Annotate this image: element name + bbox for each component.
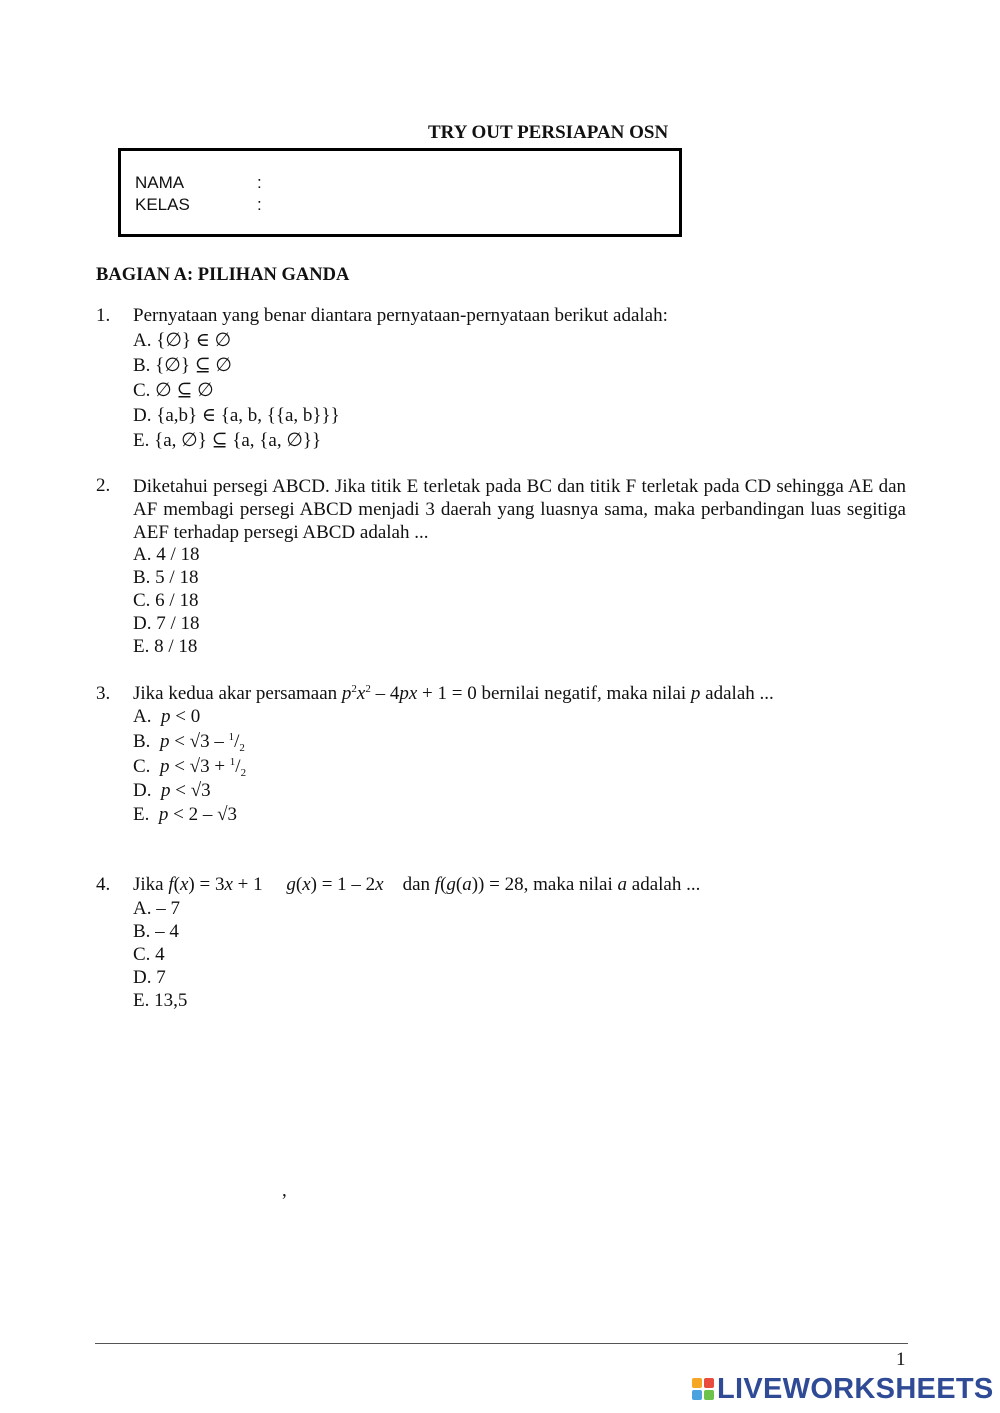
question-text: Jika f(x) = 3x + 1 g(x) = 1 – 2x dan f(g(a)) = 28, maka nilai a adalah ... bbox=[133, 874, 701, 895]
logo-square bbox=[704, 1390, 714, 1400]
liveworksheets-brand[interactable] bbox=[692, 1372, 994, 1406]
class-label: KELAS bbox=[135, 195, 190, 214]
answer-option-d: D. {a,b} ∈ {a, b, {{a, b}}} bbox=[133, 405, 340, 426]
question-text: Jika kedua akar persamaan $p^2x^2 - 4px + 1 = 0$ bernilai negatif, maka nilai p adalah ... bbox=[133, 683, 774, 704]
answer-option-a: A. {∅} ∈ ∅ bbox=[133, 330, 232, 351]
liveworksheets-logo-icon bbox=[692, 1378, 714, 1400]
answer-option-e: E. 13,5 bbox=[133, 990, 188, 1011]
section-title: BAGIAN A: PILIHAN GANDA bbox=[96, 265, 350, 285]
answer-option-e: E. {a, ∅} ⊆ {a, {a, ∅}} bbox=[133, 430, 322, 451]
answer-option-c: C. ∅ ⊆ ∅ bbox=[133, 380, 214, 401]
brand-name: LIVEWORKSHEETS bbox=[717, 1372, 994, 1405]
footer-divider bbox=[95, 1343, 908, 1344]
logo-square bbox=[692, 1378, 702, 1388]
answer-option-d: D. 7 bbox=[133, 967, 166, 988]
answer-option-a: A. p < 0 bbox=[133, 706, 201, 727]
question-text: Diketahui persegi ABCD. Jika titik E terletak pada BC dan titik F terletak pada CD sehingga AE dan AF membagi persegi ABCD menjadi 3 daerah yang luasnya sama, maka perbandingan luas segitiga AEF terhadap persegi ABCD adalah ... bbox=[133, 476, 906, 543]
question-number: 3. bbox=[96, 683, 111, 704]
answer-option-c: C. 4 bbox=[133, 944, 165, 965]
question-number: 1. bbox=[96, 305, 111, 326]
class-separator: : bbox=[257, 195, 262, 214]
answer-option-d: D. p < √3 bbox=[133, 780, 211, 801]
stray-mark: , bbox=[282, 1180, 287, 1201]
document-title: TRY OUT PERSIAPAN OSN bbox=[428, 122, 669, 143]
name-separator: : bbox=[257, 173, 262, 192]
page-number: 1 bbox=[896, 1349, 906, 1370]
answer-option-a: A. – 7 bbox=[133, 898, 180, 919]
answer-option-e: E. 8 / 18 bbox=[133, 636, 198, 657]
identity-box bbox=[118, 148, 682, 237]
class-row bbox=[135, 195, 262, 215]
question-text: Pernyataan yang benar diantara pernyataan-pernyataan berikut adalah: bbox=[133, 305, 668, 326]
question-number: 4. bbox=[96, 874, 111, 895]
answer-option-b: B. $p < √3 - ^1/_2$ bbox=[133, 731, 245, 754]
answer-option-b: B. – 4 bbox=[133, 921, 179, 942]
answer-option-b: B. {∅} ⊆ ∅ bbox=[133, 355, 232, 376]
name-row bbox=[135, 173, 262, 193]
answer-option-c: C. $p < √3 + ^1/_2$ bbox=[133, 756, 247, 779]
logo-square bbox=[704, 1378, 714, 1388]
answer-option-c: C. 6 / 18 bbox=[133, 590, 199, 611]
answer-option-d: D. 7 / 18 bbox=[133, 613, 200, 634]
question-number: 2. bbox=[96, 475, 111, 496]
logo-square bbox=[692, 1390, 702, 1400]
answer-option-b: B. 5 / 18 bbox=[133, 567, 199, 588]
name-label: NAMA bbox=[135, 173, 185, 192]
answer-option-a: A. 4 / 18 bbox=[133, 544, 200, 565]
answer-option-e: E. p < 2 – √3 bbox=[133, 804, 238, 825]
